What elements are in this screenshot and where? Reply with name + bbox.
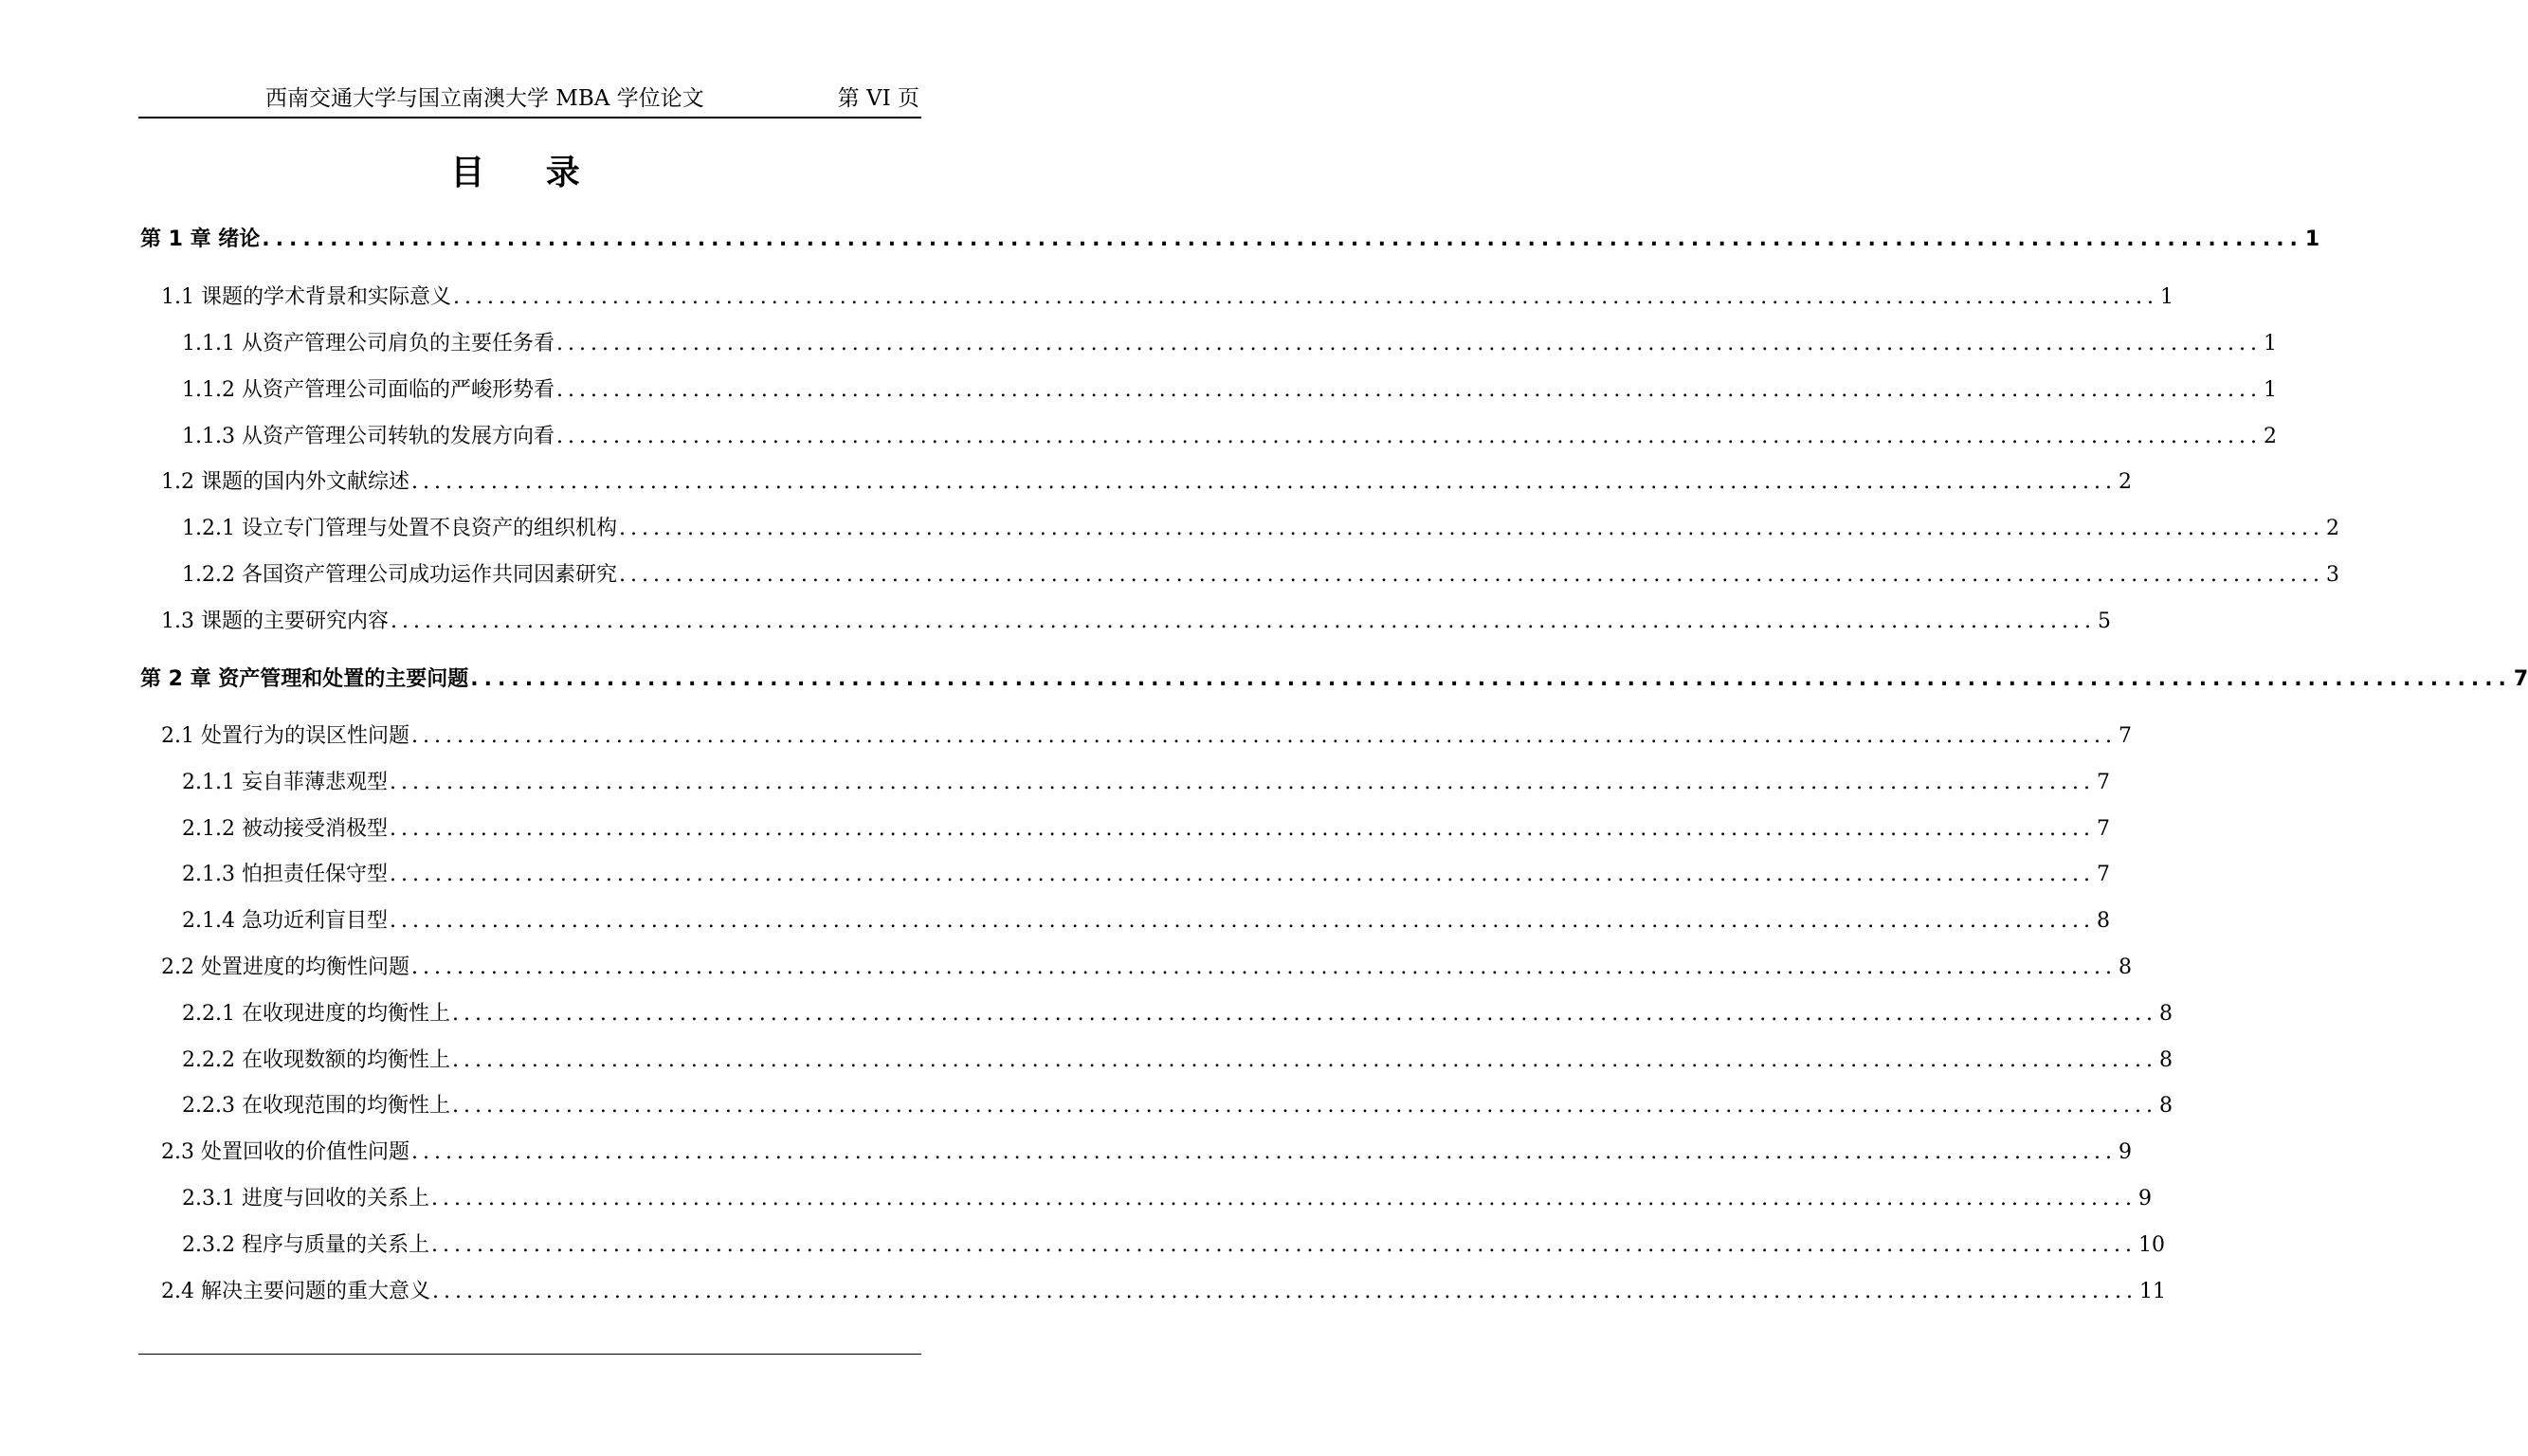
toc-entry-label: 2.3.2 程序与质量的关系上 — [182, 1233, 429, 1257]
toc-entry-label: 1.1 课题的学术背景和实际意义 — [161, 285, 451, 309]
toc-entry-label: 2.1.1 妄自菲薄悲观型 — [182, 771, 388, 794]
toc-entry-label: 2.1.3 怕担责任保守型 — [182, 863, 388, 886]
toc-entry-page-number: 8 — [2158, 1048, 2173, 1072]
toc-leader-dots: ...................................................................................................................................................... — [555, 425, 2262, 448]
toc-entry-label: 2.1.2 被动接受消极型 — [182, 817, 388, 841]
toc-entry-page-number: 7 — [2096, 771, 2110, 794]
toc-entry-section[interactable] — [161, 1278, 2166, 1310]
toc-leader-dots: ...................................................................................................................................................... — [555, 332, 2262, 355]
toc-entry-label: 1.2.2 各国资产管理公司成功运作共同因素研究 — [182, 563, 617, 587]
toc-entry-subsection[interactable] — [182, 330, 2277, 362]
toc-entry-subsection[interactable] — [182, 907, 2110, 939]
toc-entry-label: 2.2 处置进度的均衡性问题 — [161, 956, 409, 979]
toc-entry-page-number: 8 — [2158, 1094, 2173, 1118]
toc-entry-subsection[interactable] — [182, 423, 2277, 455]
toc-entry-subsection[interactable] — [182, 1185, 2152, 1217]
toc-entry-subsection[interactable] — [182, 515, 2339, 547]
toc-entry-page-number: 1 — [2159, 285, 2173, 309]
toc-leader-dots: ...................................................................................................................................................... — [430, 1233, 2137, 1257]
toc-entry-subsection[interactable] — [182, 561, 2339, 593]
toc-leader-dots: ...................................................................................................................................................... — [390, 610, 2096, 633]
toc-entry-label: 2.1 处置行为的误区性问题 — [161, 724, 409, 748]
toc-leader-dots: ...................................................................................................................................................... — [431, 1280, 2137, 1303]
toc-leader-dots: ...................................................................................................................................................... — [470, 667, 2512, 691]
toc-entry-page-number: 8 — [2158, 1002, 2173, 1026]
toc-entry-label: 1.2.1 设立专门管理与处置不良资产的组织机构 — [182, 517, 617, 540]
toc-entry-label: 第 2 章 资产管理和处置的主要问题 — [140, 667, 469, 691]
toc-entry-page-number: 7 — [2096, 817, 2110, 841]
toc-leader-dots: ...................................................................................................................................................... — [618, 563, 2324, 587]
toc-leader-dots: ...................................................................................................................................................... — [389, 909, 2095, 933]
toc-title: 目 录 — [450, 154, 605, 192]
toc-entry-page-number: 2 — [2263, 425, 2277, 448]
toc-entry-subsection[interactable] — [182, 1000, 2173, 1032]
toc-entry-subsection[interactable] — [182, 861, 2110, 893]
toc-entry-page-number: 1 — [2304, 228, 2320, 251]
toc-leader-dots: ...................................................................................................................................................... — [410, 724, 2117, 748]
toc-entry-page-number: 11 — [2138, 1280, 2166, 1303]
toc-entry-chapter[interactable] — [140, 665, 2528, 698]
toc-entry-page-number: 8 — [2118, 956, 2132, 979]
toc-entry-section[interactable] — [161, 954, 2132, 986]
toc-entry-section[interactable] — [161, 468, 2132, 500]
toc-leader-dots: ...................................................................................................................................................... — [389, 817, 2095, 841]
toc-leader-dots: ...................................................................................................................................................... — [430, 1187, 2137, 1210]
toc-entry-page-number: 2 — [2118, 470, 2132, 494]
toc-entry-label: 1.1.2 从资产管理公司面临的严峻形势看 — [182, 378, 555, 402]
toc-leader-dots: ...................................................................................................................................................... — [410, 956, 2117, 979]
footer-rule — [138, 1354, 921, 1355]
toc-leader-dots: ...................................................................................................................................................... — [555, 378, 2262, 402]
toc-leader-dots: ...................................................................................................................................................... — [262, 228, 2303, 251]
toc-leader-dots: ...................................................................................................................................................... — [410, 470, 2117, 494]
header-page-number: 第 VI 页 — [837, 86, 919, 111]
toc-entry-subsection[interactable] — [182, 1092, 2173, 1124]
toc-entry-page-number: 2 — [2325, 517, 2339, 540]
toc-entry-page-number: 1 — [2263, 378, 2277, 402]
toc-entry-page-number: 3 — [2325, 563, 2339, 587]
toc-leader-dots: ...................................................................................................................................................... — [451, 1048, 2157, 1072]
toc-leader-dots: ...................................................................................................................................................... — [389, 863, 2095, 886]
toc-leader-dots: ...................................................................................................................................................... — [451, 1094, 2157, 1118]
toc-leader-dots: ...................................................................................................................................................... — [410, 1140, 2117, 1164]
toc-entry-label: 2.4 解决主要问题的重大意义 — [161, 1280, 430, 1303]
toc-entry-label: 2.2.1 在收现进度的均衡性上 — [182, 1002, 450, 1026]
toc-entry-page-number: 9 — [2118, 1140, 2132, 1164]
header-rule — [138, 117, 921, 118]
toc-entry-label: 2.2.2 在收现数额的均衡性上 — [182, 1048, 450, 1072]
toc-entry-chapter[interactable] — [140, 226, 2320, 258]
toc-entry-section[interactable] — [161, 722, 2132, 755]
toc-entry-label: 2.3.1 进度与回收的关系上 — [182, 1187, 429, 1210]
toc-entry-subsection[interactable] — [182, 376, 2277, 409]
toc-entry-section[interactable] — [161, 1138, 2132, 1171]
header-title: 西南交通大学与国立南澳大学 MBA 学位论文 — [265, 86, 704, 111]
toc-leader-dots: ...................................................................................................................................................... — [618, 517, 2324, 540]
toc-entry-label: 1.2 课题的国内外文献综述 — [161, 470, 409, 494]
toc-entry-label: 2.1.4 急功近利盲目型 — [182, 909, 388, 933]
toc-entry-section[interactable] — [161, 283, 2173, 316]
toc-entry-subsection[interactable] — [182, 815, 2110, 847]
toc-entry-page-number: 10 — [2137, 1233, 2165, 1257]
toc-entry-page-number: 7 — [2118, 724, 2132, 748]
toc-leader-dots: ...................................................................................................................................................... — [452, 285, 2158, 309]
toc-entry-label: 1.1.1 从资产管理公司肩负的主要任务看 — [182, 332, 555, 355]
toc-entry-page-number: 8 — [2096, 909, 2110, 933]
toc-entry-label: 1.3 课题的主要研究内容 — [161, 610, 389, 633]
toc-entry-label: 2.3 处置回收的价值性问题 — [161, 1140, 409, 1164]
toc-entry-page-number: 5 — [2097, 610, 2111, 633]
toc-entry-page-number: 1 — [2263, 332, 2277, 355]
toc-leader-dots: ...................................................................................................................................................... — [451, 1002, 2157, 1026]
toc-entry-label: 第 1 章 绪论 — [140, 228, 261, 251]
toc-entry-label: 2.2.3 在收现范围的均衡性上 — [182, 1094, 450, 1118]
toc-entry-page-number: 9 — [2137, 1187, 2152, 1210]
toc-leader-dots: ...................................................................................................................................................... — [389, 771, 2095, 794]
toc-entry-page-number: 7 — [2096, 863, 2110, 886]
toc-entry-subsection[interactable] — [182, 769, 2110, 801]
toc-entry-label: 1.1.3 从资产管理公司转轨的发展方向看 — [182, 425, 555, 448]
toc-entry-subsection[interactable] — [182, 1046, 2173, 1079]
toc-entry-section[interactable] — [161, 608, 2111, 640]
page-header — [138, 83, 921, 118]
toc-entry-subsection[interactable] — [182, 1231, 2165, 1264]
toc-entry-page-number: 7 — [2513, 667, 2528, 691]
